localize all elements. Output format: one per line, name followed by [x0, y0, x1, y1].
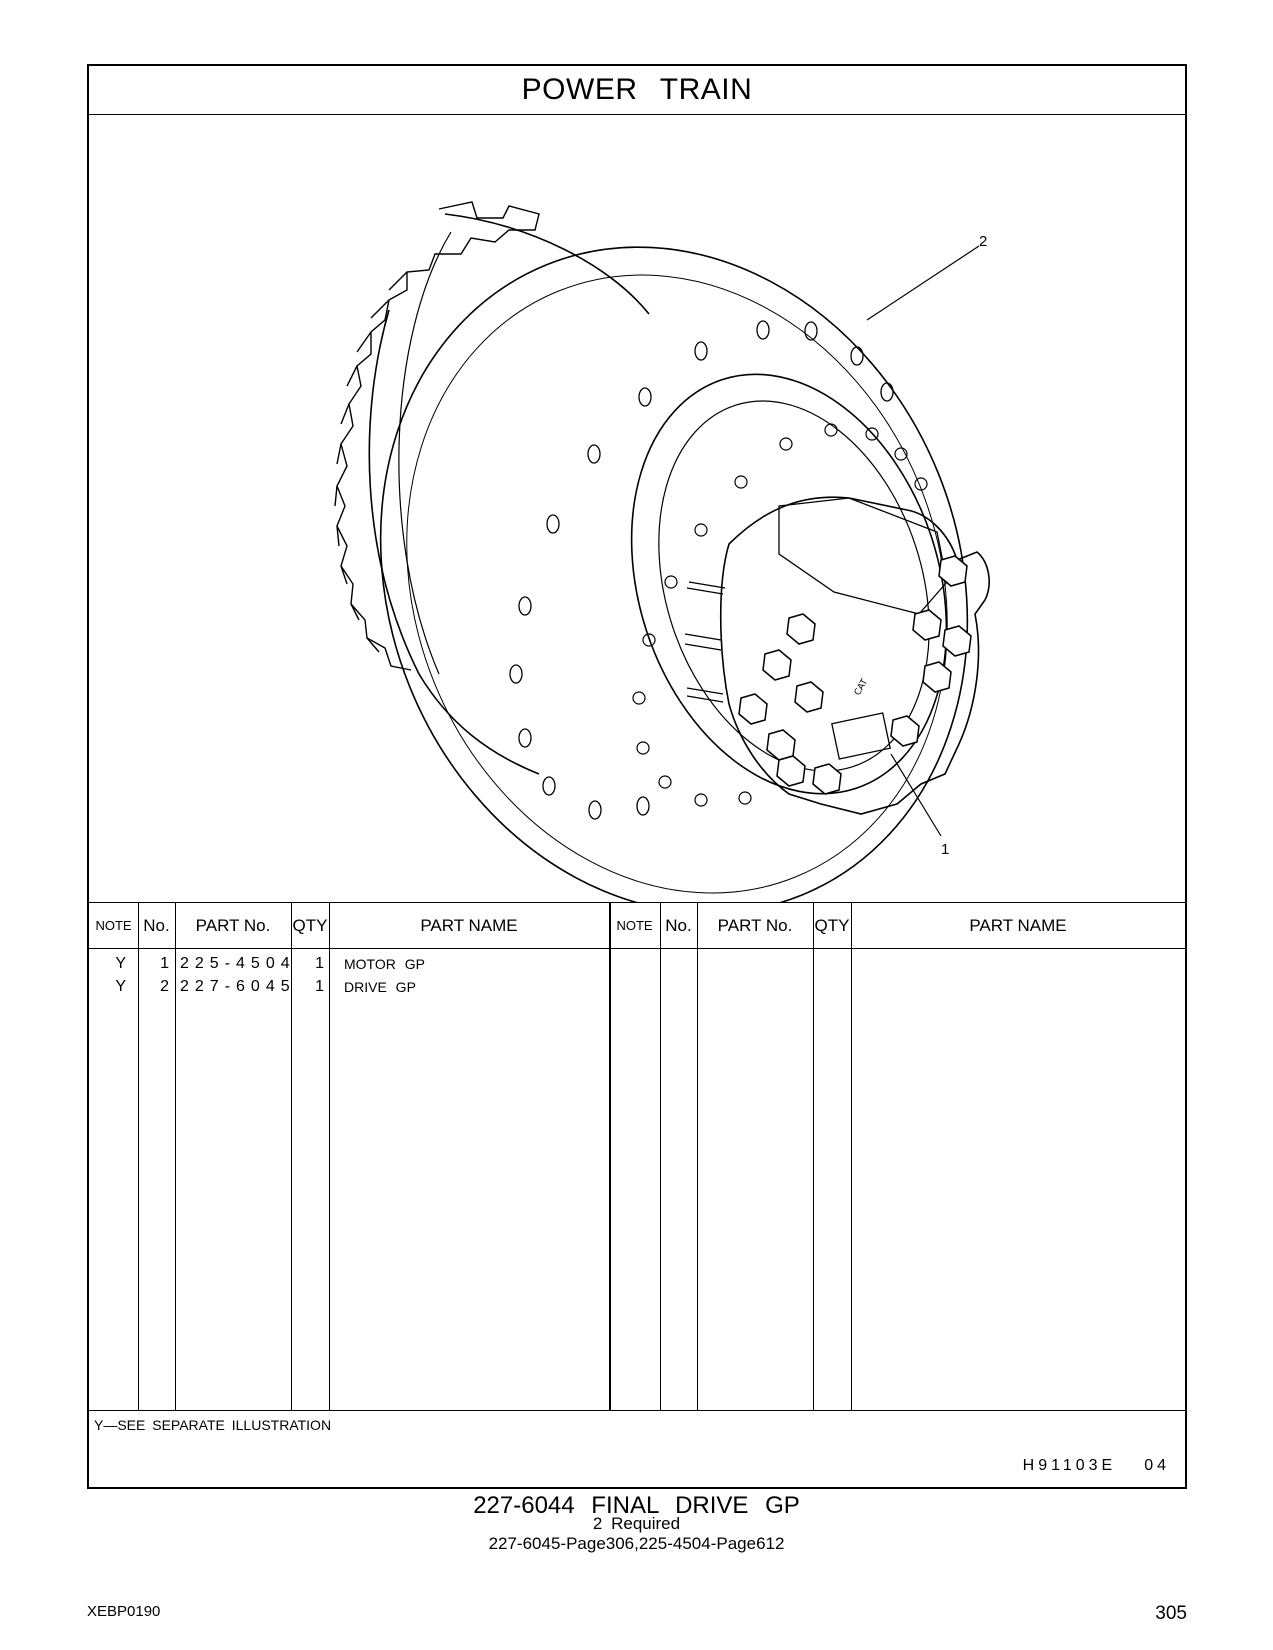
page-references: 227-6045-Page306,225-4504-Page612 — [488, 1534, 785, 1553]
legend-area — [89, 1410, 1185, 1490]
row-part-number: 227-6045 — [180, 978, 296, 995]
quantity-required: 2 Required — [592, 1514, 681, 1533]
table-row — [89, 975, 1185, 999]
row-note: Y — [115, 978, 126, 995]
header-note-left: NOTE — [95, 918, 132, 933]
callout-1: 1 — [941, 841, 950, 858]
page-title: POWER TRAIN — [89, 66, 1185, 115]
row-number: 1 — [160, 955, 169, 972]
header-no-left: No. — [143, 916, 170, 935]
header-partname-right: PART NAME — [969, 916, 1067, 935]
document-id: XEBP0190 — [87, 1603, 161, 1620]
illustration-code-suffix: 04 — [1144, 1457, 1170, 1474]
leader-line-2 — [867, 246, 979, 320]
row-note: Y — [115, 955, 126, 972]
header-qty-left: QTY — [292, 916, 328, 935]
illustration-code-id: H91103E — [1022, 1457, 1117, 1474]
final-drive-drawing — [89, 114, 1185, 902]
motor-bolts — [739, 556, 971, 794]
row-number: 2 — [160, 978, 169, 995]
motor-rods — [685, 582, 725, 702]
header-partno-left: PART No. — [195, 916, 271, 935]
row-part-number: 225-4504 — [180, 955, 296, 972]
table-row — [89, 952, 1185, 976]
group-caption: 227-6044 FINAL DRIVE GP — [473, 1492, 800, 1519]
row-part-name: DRIVE GP — [344, 979, 416, 995]
note-legend: Y—SEE SEPARATE ILLUSTRATION — [94, 1417, 332, 1433]
parts-page-frame — [87, 64, 1187, 1489]
header-qty-right: QTY — [814, 916, 850, 935]
illustration-code — [995, 1457, 1170, 1475]
sprocket-teeth — [335, 202, 539, 670]
header-no-right: No. — [665, 916, 692, 935]
row-qty: 1 — [315, 955, 324, 972]
header-note-right: NOTE — [616, 918, 653, 933]
page-number: 305 — [1155, 1603, 1187, 1624]
callout-2: 2 — [979, 233, 988, 250]
header-partno-right: PART No. — [717, 916, 793, 935]
final-drive-illustration — [89, 114, 1185, 902]
nameplate-label: CAT — [852, 677, 871, 698]
parts-table-header — [89, 902, 1185, 949]
row-qty: 1 — [315, 978, 324, 995]
outer-flange — [282, 158, 1065, 902]
row-part-name: MOTOR GP — [344, 956, 425, 972]
header-partname-left: PART NAME — [420, 916, 518, 935]
